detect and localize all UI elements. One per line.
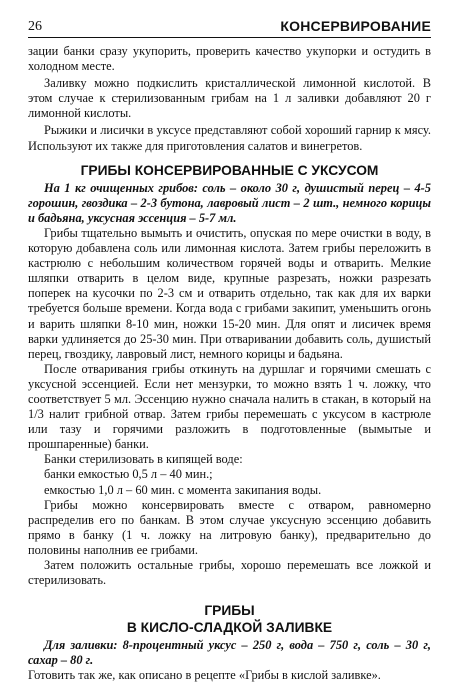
page-number: 26 xyxy=(28,19,42,34)
recipe-paragraph: Грибы тщательно вымыть и очистить, опуская по мере очистки в воду, в которую добавлена соль или лимонная кислота. Затем грибы переложить в кастрюлю с небольшим количеством горячей воды и отварить. Мелкие шляпки отварить в целом виде, крупные разрезать, ножки разрезать поперек на кусочки по 2-3 см и отварить отдельно, так как для их варки требуется больше времени. Когда вода с грибами закипит, уменьшить огонь и варить шляпки 8-10 мин, ножки 15-20 мин. Для опят и лисичек время варки удлиняется до 25-30 мин. При отваривании добавить соль, душистый перец, гвоздику, лавровый лист, немного корицы и бадьяна. xyxy=(28,225,431,361)
recipe-title-line: В КИСЛО-СЛАДКОЙ ЗАЛИВКЕ xyxy=(126,620,333,636)
page-header xyxy=(28,18,431,38)
intro-paragraph: зации банки сразу укупорить, проверить качество укупорки и остудить в холодном месте. xyxy=(28,44,431,74)
intro-paragraph: Рыжики и лисички в уксусе представляют собой хороший гарнир к мясу. Используют их также для приготовления салатов и винегретов. xyxy=(28,123,431,153)
recipe-title xyxy=(28,602,431,636)
recipe-ingredients: На 1 кг очищенных грибов: соль – около 30 г, душистый перец – 4-5 горошин, гвоздика – 2-3 бутона, лавровый лист – 2 шт., немного корицы и бадьяна, уксусная эссенция – 5-7 мл. xyxy=(28,180,431,225)
page-content xyxy=(28,44,431,683)
sterilize-intro: Банки стерилизовать в кипящей воде: xyxy=(44,452,243,467)
recipe-title: ГРИБЫ КОНСЕРВИРОВАННЫЕ С УКСУСОМ xyxy=(80,162,379,178)
section-title: КОНСЕРВИРОВАНИЕ xyxy=(280,18,431,34)
recipe-title-line: ГРИБЫ xyxy=(204,603,255,619)
sterilize-line: емкостью 1,0 л – 60 мин. с момента закипания воды. xyxy=(44,482,322,497)
recipe-paragraph: После отваривания грибы откинуть на дуршлаг и горячими смешать с уксусной эссенцией. Если нет мензурки, то можно взять 1 ч. ложку, что соответствует 5 мл. Эссенцию нужно сначала налить в стакан, в который на 1/3 налит грибной отвар. Затем грибы перемешать с уксусом в кастрюле или тазу и горячими разложить в подготовленные (вымытые и прошпаренные) банки. xyxy=(28,361,431,452)
recipe-ingredients: Для заливки: 8-процентный уксус – 250 г, вода – 750 г, соль – 30 г, сахар – 80 г. xyxy=(28,638,431,668)
intro-paragraph: Заливку можно подкислить кристаллической лимонной кислотой. В этом случае к стерилизованным грибам на 1 л заливки добавляют 20 г лимонной кислоты. xyxy=(28,76,431,121)
recipe-paragraph: Грибы можно консервировать вместе с отваром, равномерно распределив его по банкам. В этом случае уксусную эссенцию добавить прямо в банку (1 ч. ложку на литровую банку), предварительно до половины наполнив ее грибами. xyxy=(28,497,431,557)
recipe-paragraph: Готовить так же, как описано в рецепте «Грибы в кислой заливке». xyxy=(28,668,381,683)
recipe-paragraph: Затем положить остальные грибы, хорошо перемешать все ложкой и стерилизовать. xyxy=(28,558,431,588)
sterilize-line: банки емкостью 0,5 л – 40 мин.; xyxy=(44,467,213,482)
